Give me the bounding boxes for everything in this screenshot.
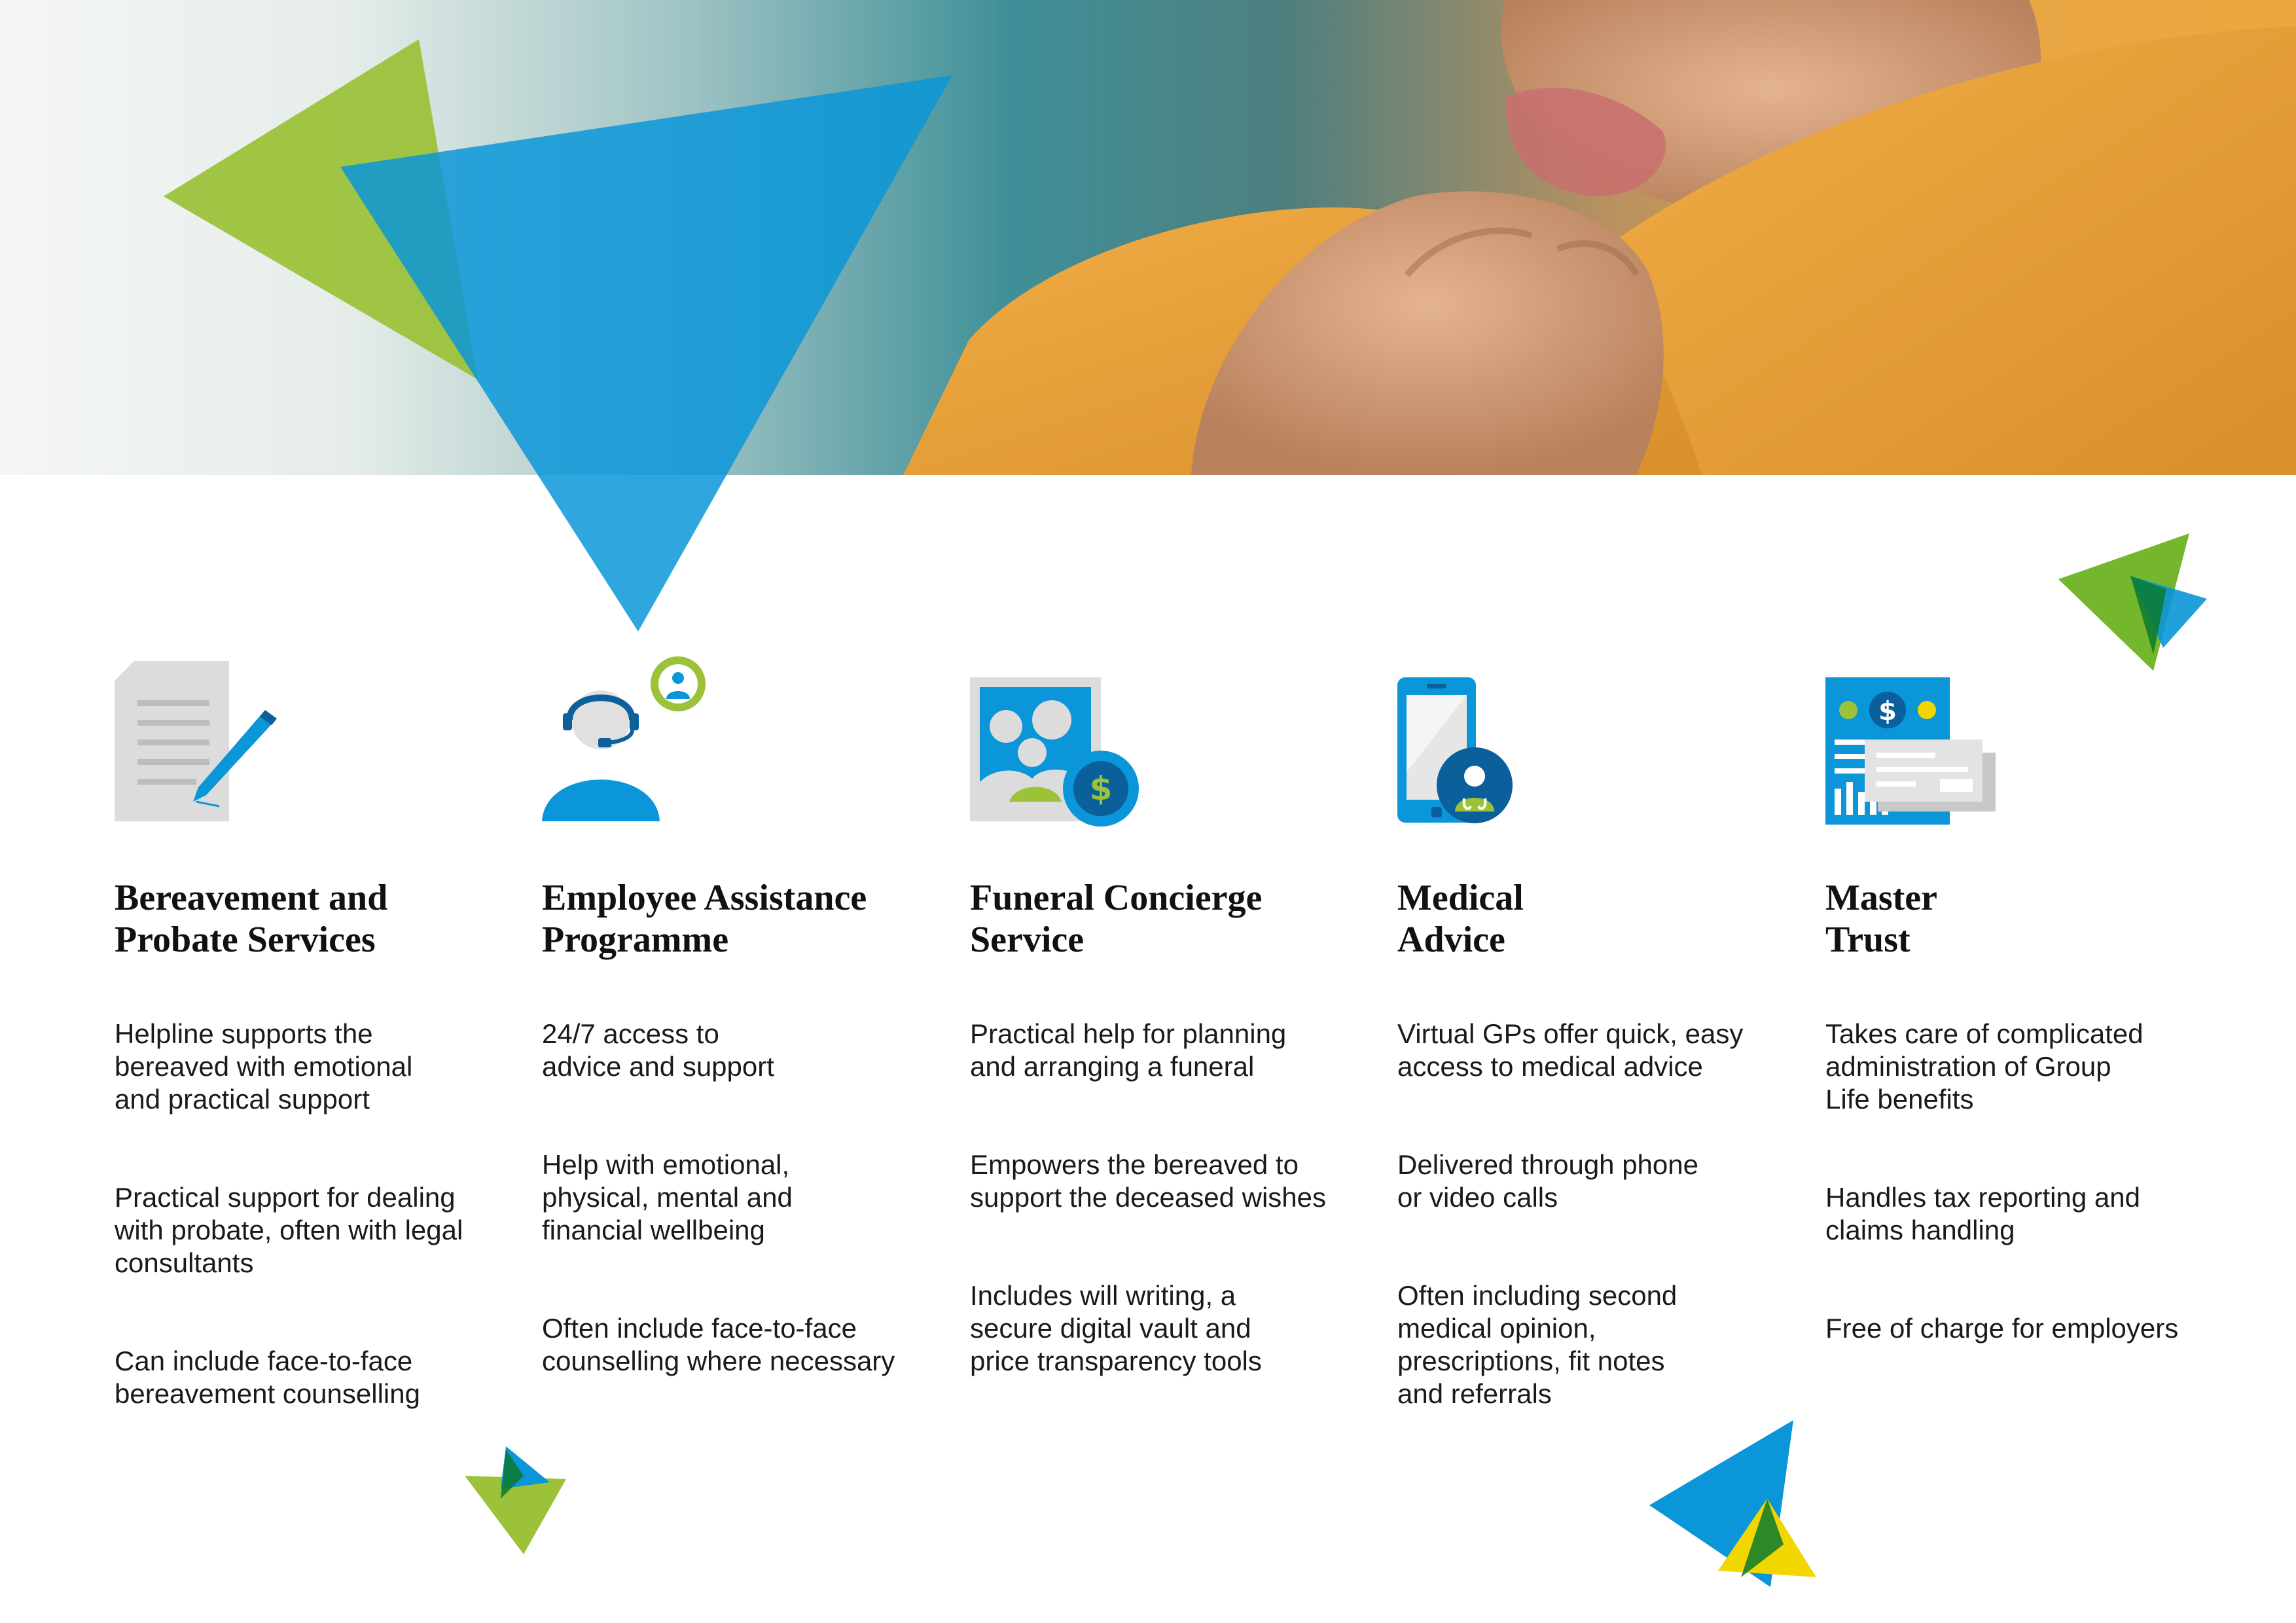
triangle-green-bottom-left <box>465 1476 566 1554</box>
service-bullet: Empowers the bereaved to support the deceased wishes <box>970 1149 1327 1213</box>
service-bullet: Virtual GPs offer quick, easy access to medical advice <box>1397 1018 1744 1082</box>
service-bullet: Often include face-to-face counselling where necessary <box>542 1313 895 1376</box>
hero-photo-illustration <box>0 0 2296 475</box>
service-bullet: Practical help for planning and arranging a funeral <box>970 1018 1287 1082</box>
triangle-green-small-right <box>2058 533 2189 671</box>
service-bullet: Practical support for dealing with probate, often with legal consultants <box>115 1182 463 1278</box>
service-title: Employee Assistance Programme <box>542 878 867 960</box>
service-bullet: Help with emotional, physical, mental and financial wellbeing <box>542 1149 793 1245</box>
service-title: Funeral Concierge Service <box>970 878 1263 960</box>
service-title: Master Trust <box>1825 878 1938 960</box>
triangle-darkgreen-bottom-right <box>1741 1499 1784 1577</box>
triangle-blue-small-right <box>2130 576 2207 648</box>
svg-text:$: $ <box>1089 770 1113 808</box>
photo-dollar-icon <box>970 654 1153 838</box>
service-bullet: Can include face-to-face bereavement counselling <box>115 1346 420 1409</box>
service-bullet: 24/7 access to advice and support <box>542 1018 774 1082</box>
phone-doctor-icon <box>1397 654 1581 838</box>
service-bullet: Often including second medical opinion, prescriptions, fit notes and referrals <box>1397 1280 1677 1409</box>
service-title: Bereavement and Probate Services <box>115 878 388 960</box>
document-pen-icon <box>115 654 298 838</box>
service-bullet: Free of charge for employers <box>1825 1313 2179 1344</box>
triangle-blue-bottom-left <box>501 1446 550 1489</box>
triangle-darkgreen-small-right <box>2130 576 2166 654</box>
service-bullet: Handles tax reporting and claims handling <box>1825 1182 2140 1245</box>
svg-text:$: $ <box>1878 696 1897 726</box>
hero-photo <box>0 0 2296 475</box>
service-bullet: Delivered through phone or video calls <box>1397 1149 1698 1213</box>
statement-cheque-icon <box>1825 654 2009 838</box>
triangle-darkgreen-bottom-left <box>501 1450 524 1499</box>
triangle-blue-bottom-right <box>1649 1420 1793 1587</box>
service-bullet: Helpline supports the bereaved with emotional and practical support <box>115 1018 413 1115</box>
triangle-yellow-bottom-right <box>1718 1499 1816 1577</box>
service-bullet: Takes care of complicated administration of Group Life benefits <box>1825 1018 2144 1115</box>
service-title: Medical Advice <box>1397 878 1524 960</box>
headset-person-icon <box>542 654 725 838</box>
service-bullet: Includes will writing, a secure digital vault and price transparency tools <box>970 1280 1262 1376</box>
